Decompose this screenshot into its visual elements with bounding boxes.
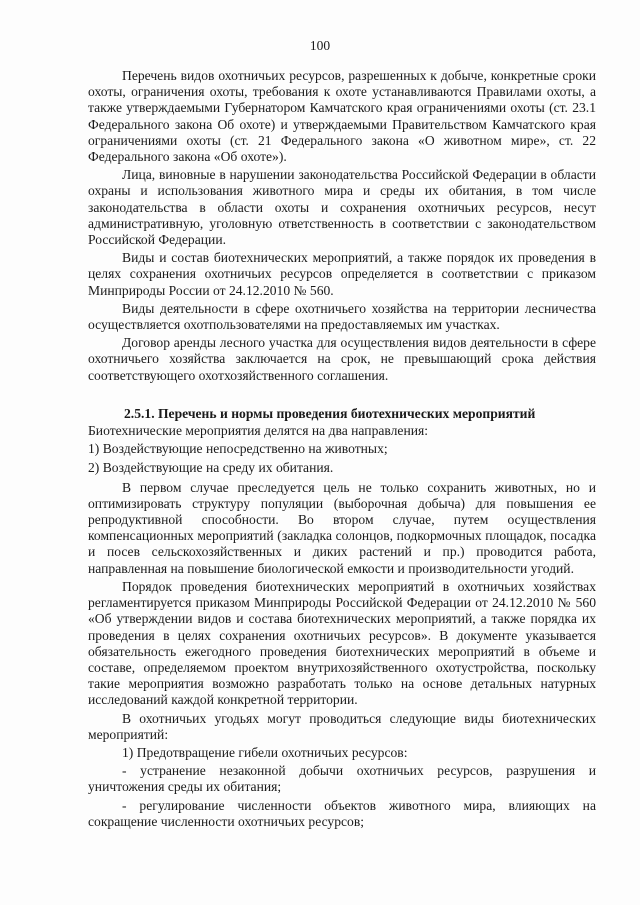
intro-line: Биотехнические мероприятия делятся на два направления: (88, 423, 429, 439)
paragraph-liability: Лица, виновные в нарушении законодательства Российской Федерации в области охраны и использования животного мира и среды их обитания, в том числе законодательства в области охоты и сохранения охотничьих ресурсов, несут административную, уголовную ответственность в соответствии с законодательством Российской Федерации. (88, 167, 596, 248)
page-number: 100 (309, 38, 331, 53)
dash-item: - регулирование численности объектов животного мира, влияющих на сокращение численности охотничьих ресурсов; (88, 797, 596, 829)
section-spacer (88, 386, 596, 406)
list-item-prevention: 1) Предотвращение гибели охотничьих ресурсов: (122, 744, 408, 760)
section-heading: 2.5.1. Перечень и нормы проведения биотехнических мероприятий (124, 405, 536, 421)
document-body (88, 68, 596, 832)
dash-item: - устранение незаконной добычи охотничьих ресурсов, разрушения и уничтожения среды их обитания; (88, 763, 596, 795)
paragraph-types: В охотничьих угодьях могут проводиться следующие виды биотехнических мероприятий: (88, 710, 596, 742)
paragraph-order: Порядок проведения биотехнических мероприятий в охотничьих хозяйствах регламентируется приказом Минприроды Российской Федерации от 24.12.2010 № 560 «Об утверждении видов и состава биотехнических мероприятий, а также порядка их проведения в целях сохранения охотничьих ресурсов». В документе указывается обязательность ежегодного проведения биотехнических мероприятий в объеме и составе, определяемом проектом внутрихозяйственного охотустройства, поскольку такие мероприятия возможно разработать только на основе детальных натурных исследований каждой конкретной территории. (88, 578, 596, 708)
paragraph-biotech-order: Виды и состав биотехнических мероприятий, а также порядок их проведения в целях сохранения охотничьих ресурсов определяется в соответствии с приказом Минприроды России от 24.12.2010 № 560. (88, 250, 596, 298)
list-item: 2) Воздействующие на среду их обитания. (88, 460, 334, 476)
paragraph-lease-agreement: Договор аренды лесного участка для осуществления видов деятельности в сфере охотничьего хозяйства заключается на срок, не превышающий срока действия соответствующего охотхозяйственного соглашения. (88, 335, 596, 383)
paragraph-first-case: В первом случае преследуется цель не только сохранить животных, но и оптимизировать структуру популяции (выборочная добыча) для повышения ее репродуктивной способности. Во втором случае, путем осуществления компенсационных мероприятий (закладка солонцов, подкормочных площадок, посадка и посев сельскохозяйственных и диких растений и пр.) проводится работа, направленная на повышение биологической емкости и производительности угодий. (88, 479, 596, 576)
paragraph-activity-types: Виды деятельности в сфере охотничьего хозяйства на территории лесничества осуществляется охотпользователями на предоставляемых им участках. (88, 300, 596, 333)
paragraph-hunting-resources-list: Перечень видов охотничьих ресурсов, разрешенных к добыче, конкретные сроки охоты, ограничения охоты, требования к охоте устанавливаются Правилами охоты, а также утверждаемыми Губернатором Камчатского края ограничениями охоты (ст. 23.1 Федерального закона Об охоте) и утверждаемыми Правительством Камчатского края ограничениями охоты (ст. 21 Федерального закона «О животном мире», ст. 22 Федерального закона «Об охоте»). (88, 68, 596, 165)
list-item: 1) Воздействующие непосредственно на животных; (88, 441, 388, 457)
